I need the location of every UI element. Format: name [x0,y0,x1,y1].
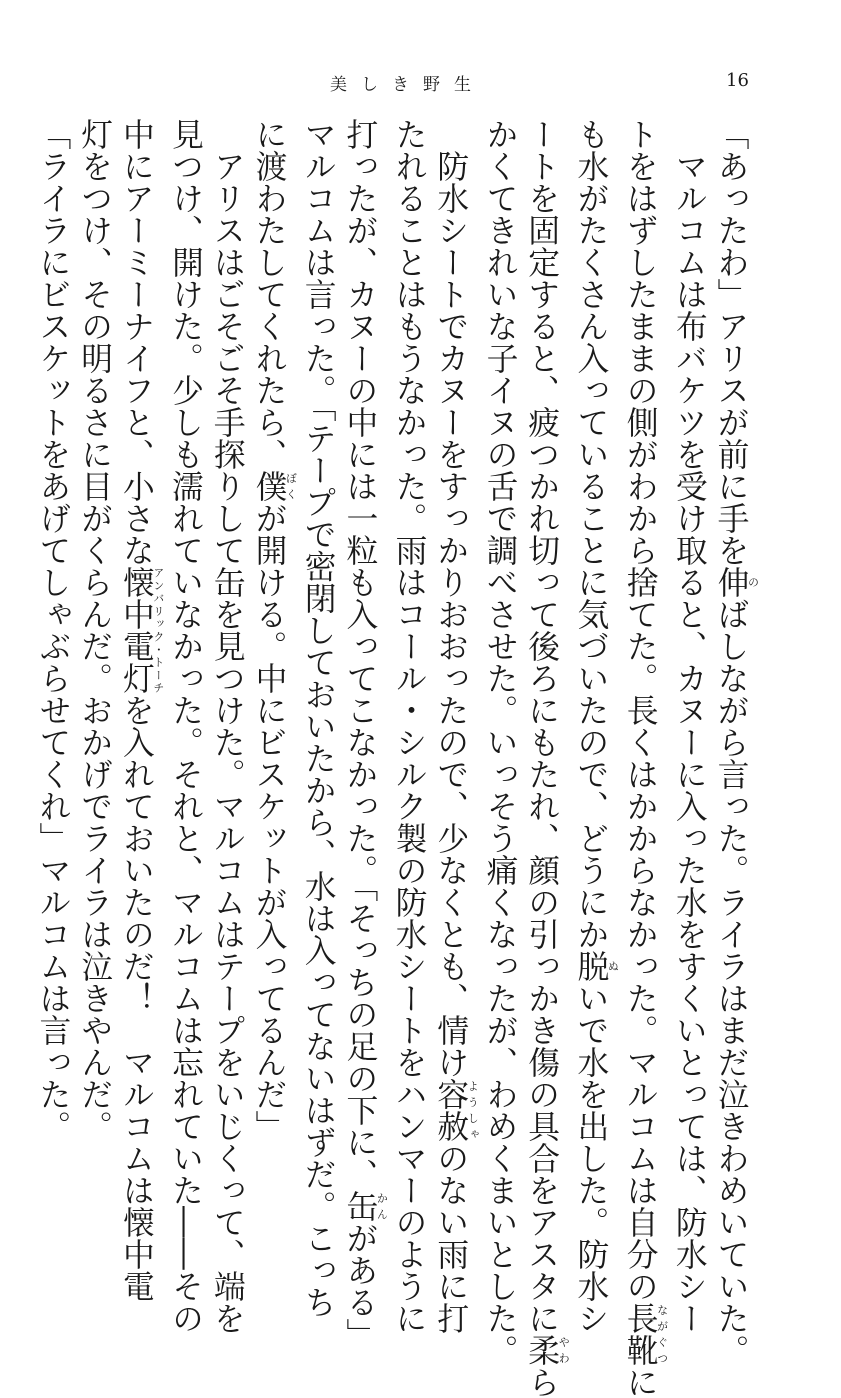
furigana: 容赦ようしゃ [432,1078,480,1142]
body-text [34,118,760,1398]
furigana: 缶かん [341,1190,389,1223]
furigana: 長靴ながぐつ [621,1302,669,1366]
text-line: たれることはもうなかった。雨はコール・シルク製の防水シートをハンマーのように [390,118,428,1334]
text-line: トをはずしたままの側がわから捨てた。長くはかからなかった。マルコムは自分の長靴ながぐつに [621,118,669,1398]
page-number: 16 [726,70,749,91]
text-line: 「ライラにビスケットをあげてしゃぶらせてくれ」マルコムは言った。 [34,118,72,1142]
running-title: 美しき野生 [330,75,485,95]
text-line: 「あったわ」アリスが前に手を伸のばしながら言った。ライラはまだ泣きわめいていた。 [712,118,760,1366]
furigana: 脱ぬ [572,950,620,982]
text-line: 打ったが、カヌーの中には一粒も入ってこなかった。「そっちの足の下に、缶かんがある」 [341,118,389,1351]
furigana: 伸の [712,566,760,598]
text-line: ートを固定すると、疲つかれ切って後ろにもたれ、顔の引っかき傷の具合をアスタに柔やわら [523,118,571,1398]
furigana: 懐中電灯アンバリック・トーチ [117,566,165,694]
text-line: かくてきれいな子イヌの舌で調べさせた。いっそう痛くなったが、わめくまいとした。 [481,118,519,1366]
text-line: マルコムは言った。「テープで密閉しておいたから、水は入ってないはずだ。こっち [299,118,337,1319]
text-line: マルコムは布バケツを受け取ると、カヌーに入った水をすくいとっては、防水シー [670,118,708,1334]
furigana: 柔やわ [523,1334,571,1366]
text-line: 防水シートでカヌーをすっかりおおったので、少なくとも、情け容赦ようしゃのない雨に打 [432,118,480,1334]
text-line: 中にアーミーナイフと、小さな懐中電灯アンバリック・トーチを入れておいたのだ！ マルコムは懐中電 [117,118,165,1302]
text-line: 見つけ、開けた。少しも濡れていなかった。それと、マルコムは忘れていた――その [167,118,205,1334]
text-line: も水がたくさん入っていることに気づいたので、どうにか脱ぬいで水を出した。防水シ [572,118,620,1334]
furigana: 僕ぼく [250,470,298,502]
text-line: に渡わたしてくれたら、僕ぼくが開ける。中にビスケットが入ってるんだ」 [250,118,298,1142]
text-line: アリスはごそごそ手探りして缶を見つけた。マルコムはテープをいじくって、端を [208,118,246,1334]
text-line: 灯をつけ、その明るさに目がくらんだ。おかげでライラは泣きやんだ。 [76,118,114,1142]
